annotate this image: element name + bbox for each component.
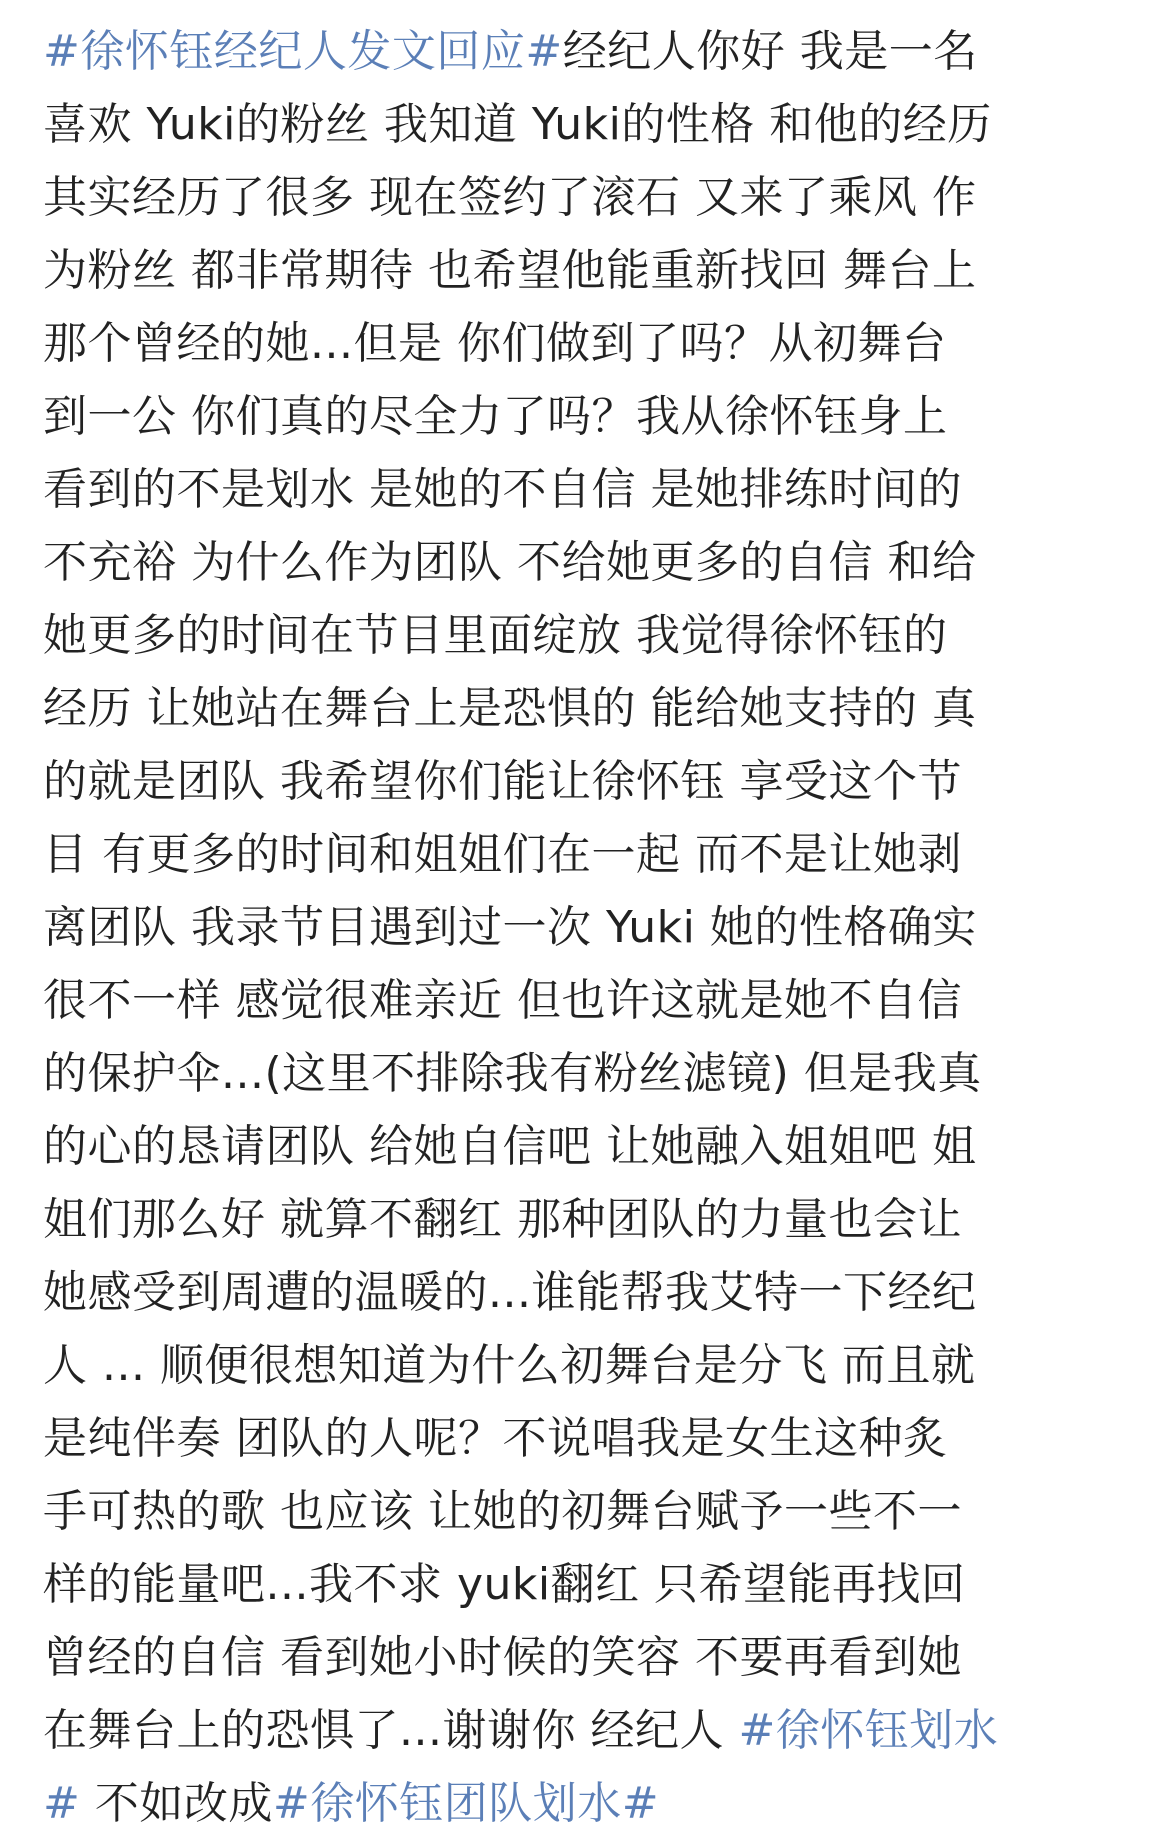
text-line: 离团队 我录节目遇到过一次 Yuki 她的性格确实 xyxy=(43,902,977,953)
hashtag-link[interactable]: #徐怀钰经纪人发文回应# xyxy=(43,26,563,77)
text-line: 姐们那么好 就算不翻红 那种团队的力量也会让 xyxy=(43,1194,962,1245)
text-line: 样的能量吧...我不求 yuki翻红 只希望能再找回 xyxy=(43,1559,966,1610)
text-segment: 不如改成 xyxy=(80,1778,273,1829)
text-line: 不充裕 为什么作为团队 不给她更多的自信 和给 xyxy=(43,537,977,588)
hashtag-fragment[interactable]: # xyxy=(43,1778,81,1829)
text-line: 看到的不是划水 是她的不自信 是她排练时间的 xyxy=(43,464,962,515)
text-line: 的保护伞...(这里不排除我有粉丝滤镜) 但是我真 xyxy=(43,1048,982,1099)
text-line: 手可热的歌 也应该 让她的初舞台赋予一些不一 xyxy=(43,1486,962,1537)
text-line: 她感受到周遭的温暖的...谁能帮我艾特一下经纪 xyxy=(43,1267,977,1318)
text-line xyxy=(43,1767,1150,1840)
text-line: 的就是团队 我希望你们能让徐怀钰 享受这个节 xyxy=(43,756,962,807)
text-segment: 在舞台上的恐惧了...谢谢你 经纪人 xyxy=(43,1705,739,1756)
text-line: 经历 让她站在舞台上是恐惧的 能给她支持的 真 xyxy=(43,683,977,734)
text-line: 其实经历了很多 现在签约了滚石 又来了乘风 作 xyxy=(43,172,977,223)
text-line xyxy=(43,1694,1150,1767)
text-line: 很不一样 感觉很难亲近 但也许这就是她不自信 xyxy=(43,975,962,1026)
text-line: 为粉丝 都非常期待 也希望他能重新找回 舞台上 xyxy=(43,245,977,296)
text-segment: 经纪人你好 我是一名 xyxy=(562,26,978,77)
text-line: 曾经的自信 看到她小时候的笑容 不要再看到她 xyxy=(43,1632,962,1683)
text-line: 目 有更多的时间和姐姐们在一起 而不是让她剥 xyxy=(43,829,962,880)
text-line: 是纯伴奏 团队的人呢？不说唱我是女生这种炙 xyxy=(43,1413,948,1464)
text-line: 人 ... 顺便很想知道为什么初舞台是分飞 而且就 xyxy=(43,1340,976,1391)
text-line: 到一公 你们真的尽全力了吗？我从徐怀钰身上 xyxy=(43,391,948,442)
text-line: 喜欢 Yuki的粉丝 我知道 Yuki的性格 和他的经历 xyxy=(43,99,992,150)
text-line: 她更多的时间在节目里面绽放 我觉得徐怀钰的 xyxy=(43,610,948,661)
hashtag-link[interactable]: #徐怀钰团队划水# xyxy=(272,1778,660,1829)
text-line: 的心的恳请团队 给她自信吧 让她融入姐姐吧 姐 xyxy=(43,1121,977,1172)
text-line: 那个曾经的她...但是 你们做到了吗？从初舞台 xyxy=(43,318,947,369)
hashtag-link[interactable]: #徐怀钰划水 xyxy=(738,1705,999,1756)
text-line xyxy=(43,15,1150,88)
